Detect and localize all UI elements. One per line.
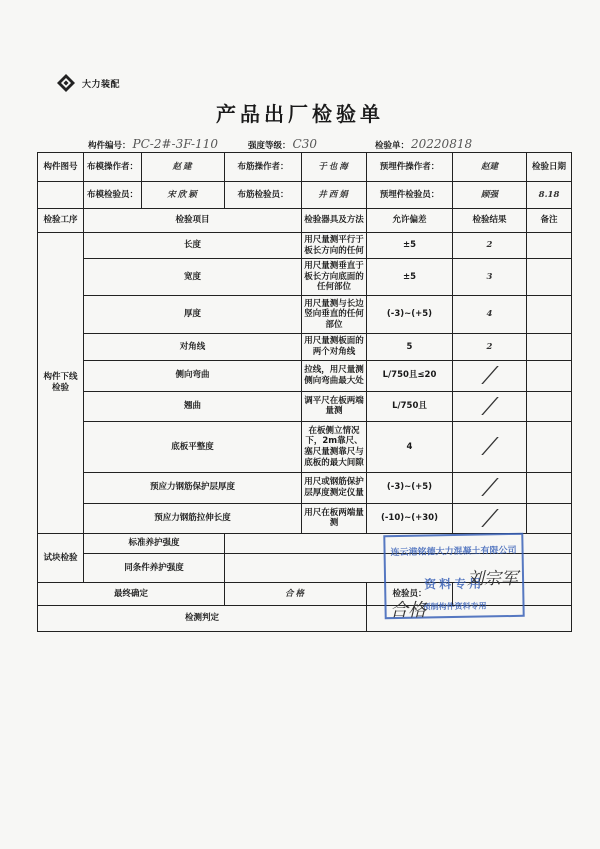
remark-cell	[527, 391, 572, 422]
table-row	[38, 259, 572, 296]
trial-same-condition-label: 同条件养护强度	[84, 554, 225, 583]
remark-cell	[527, 422, 572, 473]
formwork-inspector-label: 布模检验员：	[84, 182, 142, 209]
item-cell: 长度	[84, 233, 302, 259]
table-row	[38, 361, 572, 392]
item-cell: 底板平整度	[84, 422, 302, 473]
inspector-row	[38, 182, 572, 209]
strength-grade: 强度等级： C30	[248, 137, 317, 151]
tolerance-cell: L/750且	[367, 391, 453, 422]
company-header	[56, 73, 120, 93]
result-cell: 2	[453, 233, 527, 259]
table-row	[38, 391, 572, 422]
inspect-date-value: 8.18	[527, 182, 572, 209]
tolerance-cell: ±5	[367, 259, 453, 296]
final-inspector-label: 检验员：	[367, 583, 453, 606]
process-header: 检验工序	[38, 209, 84, 233]
embed-inspector-signature: 顾强	[453, 182, 527, 209]
judgement-value: 合格	[390, 600, 426, 621]
remark-cell	[527, 334, 572, 361]
item-cell: 预应力钢筋保护层厚度	[84, 473, 302, 504]
page-title: 产品出厂检验单	[216, 102, 384, 126]
final-label: 最终确定	[38, 583, 225, 606]
method-cell: 用尺量测板面的两个对角线	[302, 334, 367, 361]
item-cell: 对角线	[84, 334, 302, 361]
table-row	[38, 473, 572, 504]
embed-operator-label: 预埋件操作者：	[367, 153, 453, 182]
result-cell: /	[453, 391, 527, 422]
tolerance-cell: L/750且≤20	[367, 361, 453, 392]
method-cell: 用尺量测平行于板长方向的任何	[302, 233, 367, 259]
final-value: 合格	[225, 583, 367, 606]
tolerance-cell: (-3)~(+5)	[367, 296, 453, 334]
item-cell: 宽度	[84, 259, 302, 296]
inspection-sheet-number: 检验单： 20220818	[375, 137, 473, 151]
remark-header: 备注	[527, 209, 572, 233]
judgement-label: 检测判定	[38, 606, 367, 632]
process-group-cell: 构件下线检验	[38, 233, 84, 534]
table-row	[38, 296, 572, 334]
company-seal-stamp: 连云港铭德大力混凝土有限公司 资料专用 预制构件资料专用	[383, 533, 524, 619]
formwork-operator-signature: 赵建	[142, 153, 225, 182]
rebar-inspector-signature: 井西娟	[302, 182, 367, 209]
rebar-operator-signature: 于也海	[302, 153, 367, 182]
item-cell: 厚度	[84, 296, 302, 334]
formwork-operator-label: 布模操作者：	[84, 153, 142, 182]
inspect-date-header: 检验日期	[527, 153, 572, 182]
item-cell: 翘曲	[84, 391, 302, 422]
column-header-row	[38, 209, 572, 233]
table-row	[38, 422, 572, 473]
result-cell: 2	[453, 334, 527, 361]
remark-cell	[527, 503, 572, 534]
tolerance-cell: 4	[367, 422, 453, 473]
embed-operator-signature: 赵建	[453, 153, 527, 182]
tolerance-header: 允许偏差	[367, 209, 453, 233]
final-inspector-signature: 刘宗军	[467, 569, 518, 589]
tolerance-cell: 5	[367, 334, 453, 361]
method-cell: 调平尺在板两端量测	[302, 391, 367, 422]
method-header: 检验器具及方法	[302, 209, 367, 233]
table-row	[38, 233, 572, 259]
tolerance-cell: ±5	[367, 233, 453, 259]
remark-cell	[527, 361, 572, 392]
trial-process-cell: 试块检验	[38, 534, 84, 583]
operator-row	[38, 153, 572, 182]
tolerance-cell: (-10)~(+30)	[367, 503, 453, 534]
result-cell: /	[453, 422, 527, 473]
remark-cell	[527, 259, 572, 296]
embed-inspector-label: 预埋件检验员：	[367, 182, 453, 209]
company-logo-icon	[56, 73, 76, 93]
remark-cell	[527, 233, 572, 259]
result-header: 检验结果	[453, 209, 527, 233]
result-cell: /	[453, 473, 527, 504]
component-number: 构件编号： PC-2#-3F-110	[88, 137, 218, 151]
item-cell: 预应力钢筋拉伸长度	[84, 503, 302, 534]
rebar-inspector-label: 布筋检验员：	[225, 182, 302, 209]
result-cell: 3	[453, 259, 527, 296]
method-cell: 用尺量测与长边竖向垂直的任何部位	[302, 296, 367, 334]
formwork-inspector-signature: 宋欣颖	[142, 182, 225, 209]
method-cell: 拉线，用尺量测侧向弯曲最大处	[302, 361, 367, 392]
tolerance-cell: (-3)~(+5)	[367, 473, 453, 504]
item-cell: 侧向弯曲	[84, 361, 302, 392]
remark-cell	[527, 296, 572, 334]
remark-cell	[527, 473, 572, 504]
rebar-operator-label: 布筋操作者：	[225, 153, 302, 182]
result-cell: /	[453, 503, 527, 534]
item-header: 检验项目	[84, 209, 302, 233]
table-row	[38, 503, 572, 534]
result-cell: /	[453, 361, 527, 392]
method-cell: 用尺量测垂直于板长方向底面的任何部位	[302, 259, 367, 296]
company-name: 大力装配	[82, 79, 121, 90]
trial-standard-label: 标准养护强度	[84, 534, 225, 554]
component-code-header: 构件图号	[38, 153, 84, 182]
result-cell: 4	[453, 296, 527, 334]
method-cell: 用尺或钢筋保护层厚度测定仪量	[302, 473, 367, 504]
method-cell: 用尺在板两端量测	[302, 503, 367, 534]
table-row	[38, 334, 572, 361]
method-cell: 在板侧立情况下，2m靠尺、塞尺量测靠尺与底板的最大间隙	[302, 422, 367, 473]
